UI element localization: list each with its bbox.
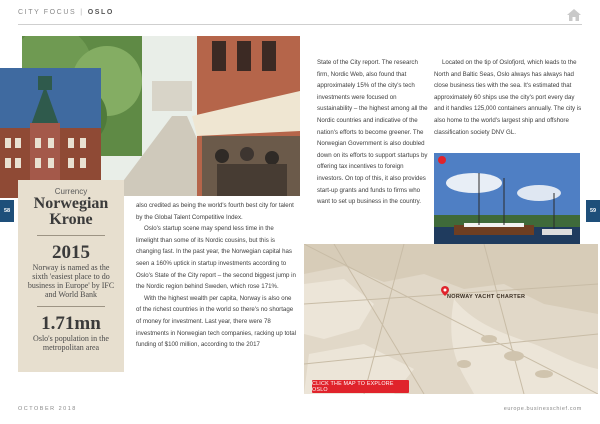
building-photo [0,68,101,198]
section-label: CITY FOCUS [18,9,77,16]
map-pin-icon[interactable] [441,283,449,293]
facts-divider [37,235,105,236]
stat-population-text: Oslo's population in the metropolitan area [33,334,109,352]
page-number-left: 58 [0,200,14,222]
page-number-right: 59 [586,200,600,222]
header-rule [18,24,582,25]
home-icon[interactable] [566,8,582,22]
article-column-1 [136,200,298,351]
map-location-label: NORWAY YACHT CHARTER [447,294,526,300]
currency-name: Norwegian Krone [33,195,109,228]
facts-panel [18,180,124,372]
facts-divider [37,306,105,307]
article-column-2 [317,57,428,208]
paragraph: Located on the tip of Oslofjord, which leads to the North and Baltic Seas, Oslo always has always had close business ties with the sea. It's estimated that approximately 60 ships use the city's port every day and it handles 125,000 containers annually. The city is also home to the world's largest ship and offshore classification society DNV GL. [434,59,582,136]
paragraph: Oslo's startup scene may spend less time in the limelight than some of its Nordic cousins, but this is changing fast. In the past year, the Norwegian capital has seen a 160% uptick in startup investments according to Oslo's State of the City report – the second biggest jump in the Nordic region behind Sweden, which rose 171%. [136,225,296,291]
paragraph: also credited as being the world's fourth best city for talent by the Global Talent Competitive Index. [136,202,294,221]
paragraph: State of the City report. The research firm, Nordic Web, also found that approximately 15% of the city's tech investments were focused on sustainability – the highest among all the Nordic countries and indicative of the nation's efforts to become greener. The Norwegian Government is also doubled down on its efforts to support startups by offering tax incentives to foreign investors. On top of this, it also provides start-up grants and funds to firms who want to set up business in the country. [317,59,428,206]
footer-date: OCTOBER 2018 [18,406,77,412]
explore-map-button[interactable]: CLICK THE MAP TO EXPLORE OSLO [312,380,409,393]
paragraph: With the highest wealth per capita, Norway is also one of the richest countries in the world so there's no shortage of money for investment. Last year, there were 78 investments in Norwegian tech companies, racking up total funding of $100 million, according to the 2017 [136,294,297,349]
currency-caption: Currency [54,187,88,196]
footer-website-link[interactable]: europe.businesschief.com [503,406,582,412]
stat-year-text: Norway is named as the sixth 'easiest place to do business in Europe' by IFC and World Bank [27,263,115,299]
harbour-photo [434,153,580,256]
running-header [18,9,114,16]
header-separator: | [80,9,84,16]
oslo-map[interactable] [304,244,598,394]
city-label: OSLO [87,9,114,16]
article-column-3 [434,57,582,138]
stat-year: 2015 [52,242,90,263]
stat-population: 1.71mn [41,313,101,334]
